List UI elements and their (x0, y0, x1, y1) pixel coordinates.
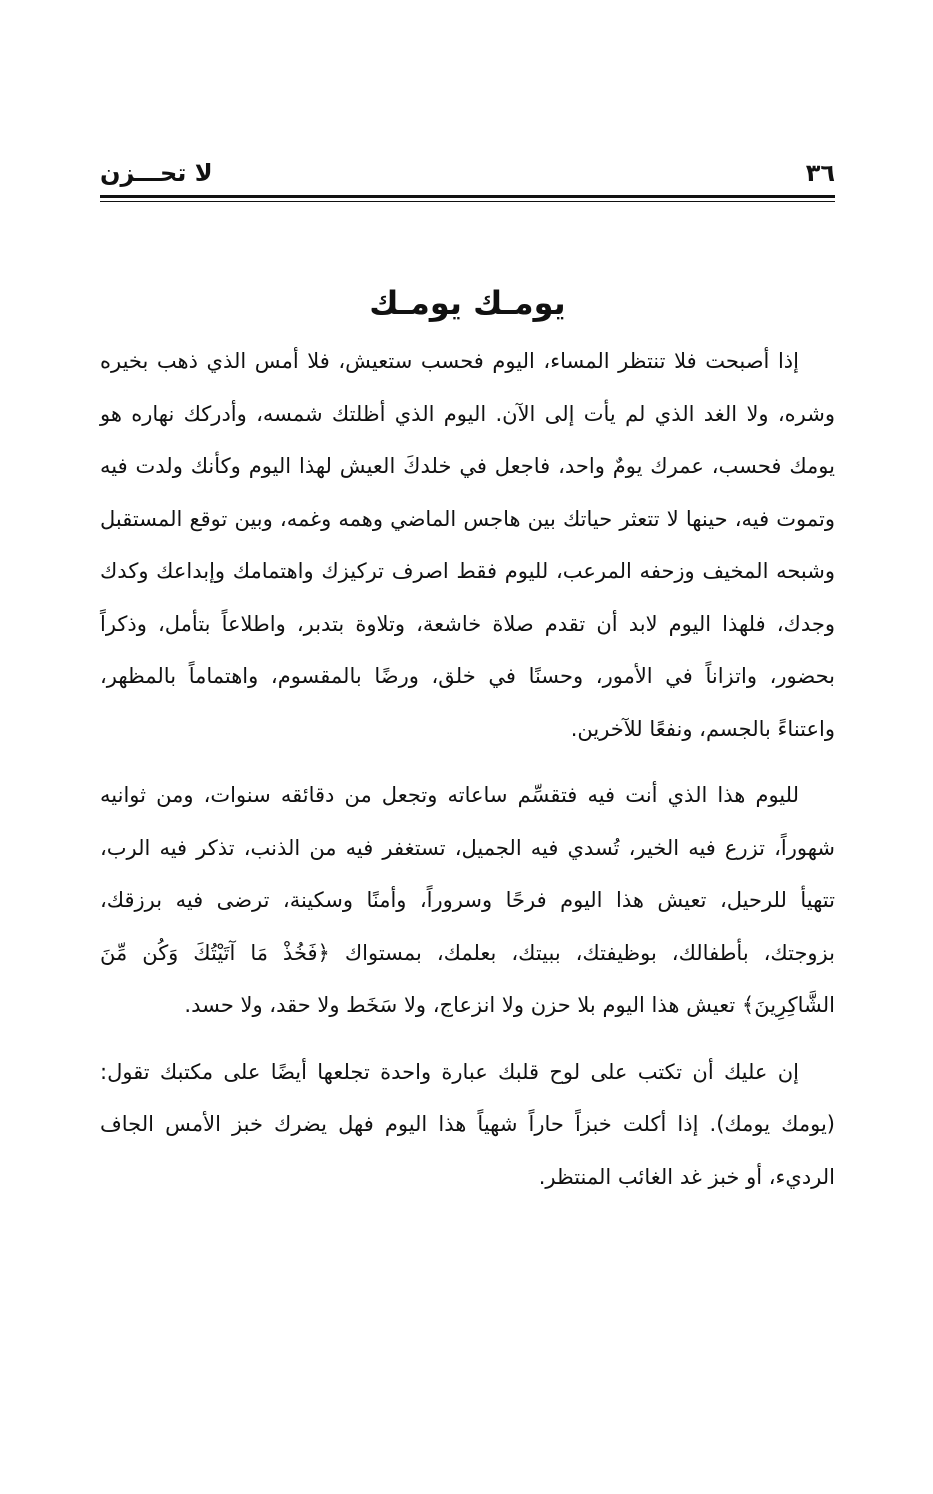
page-header (100, 158, 835, 192)
paragraph-1: إذا أصبحت فلا تنتظر المساء، اليوم فحسب ستعيش، فلا أمس الذي ذهب بخيره وشره، ولا الغد الذي لم يأت إلى الآن. اليوم الذي أظلتك شمسه، وأدركك نهاره هو يومك فحسب، عمرك يومٌ واحد، فاجعل في خلدكَ العيش لهذا اليوم وكأنك ولدت فيه وتموت فيه، حينها لا تتعثر حياتك بين هاجس الماضي وهمه وغمه، وبين توقع المستقبل وشبحه المخيف وزحفه المرعب، لليوم فقط اصرف تركيزك واهتمامك وإبداعك وكدك وجدك، فلهذا اليوم لابد أن تقدم صلاة خاشعة، وتلاوة بتدبر، واطلاعاً بتأمل، وذكراً بحضور، واتزاناً في الأمور، وحسنًا في خلق، ورضًا بالمقسوم، واهتماماً بالمظهر، واعتناءً بالجسم، ونفعًا للآخرين. (100, 349, 835, 741)
header-divider-thin (100, 201, 835, 202)
book-page (100, 150, 835, 1380)
header-divider (100, 195, 835, 198)
body-text (100, 335, 835, 1203)
running-book-title: لا تحـــزن (100, 159, 213, 187)
paragraph-2: لليوم هذا الذي أنت فيه فتقسِّم ساعاته وتجعل من دقائقه سنوات، ومن ثوانيه شهوراً، تزرع فيه الخير، تُسدي فيه الجميل، تستغفر فيه من الذنب، تذكر فيه الرب، تتهيأ للرحيل، تعيش هذا اليوم فرحًا وسروراً، وأمنًا وسكينة، ترضى فيه برزقك، بزوجتك، بأطفالك، بوظيفتك، ببيتك، بعلمك، بمستواك ﴿فَخُذْ مَا آتَيْتُكَ وَكُن مِّنَ الشَّاكِرِينَ﴾ تعيش هذا اليوم بلا حزن ولا انزعاج، ولا سَخَط ولا حقد، ولا حسد. (100, 783, 835, 1017)
page-number: ٣٦ (805, 159, 835, 187)
chapter-title: يومـك يومـك (369, 284, 566, 323)
paragraph-3: إن عليك أن تكتب على لوح قلبك عبارة واحدة تجلعها أيضًا على مكتبك تقول: (يومك يومك). إذا أكلت خبزاً حاراً شهياً هذا اليوم فهل يضرك خبز الأمس الجاف الرديء، أو خبز غد الغائب المنتظر. (100, 1059, 835, 1189)
